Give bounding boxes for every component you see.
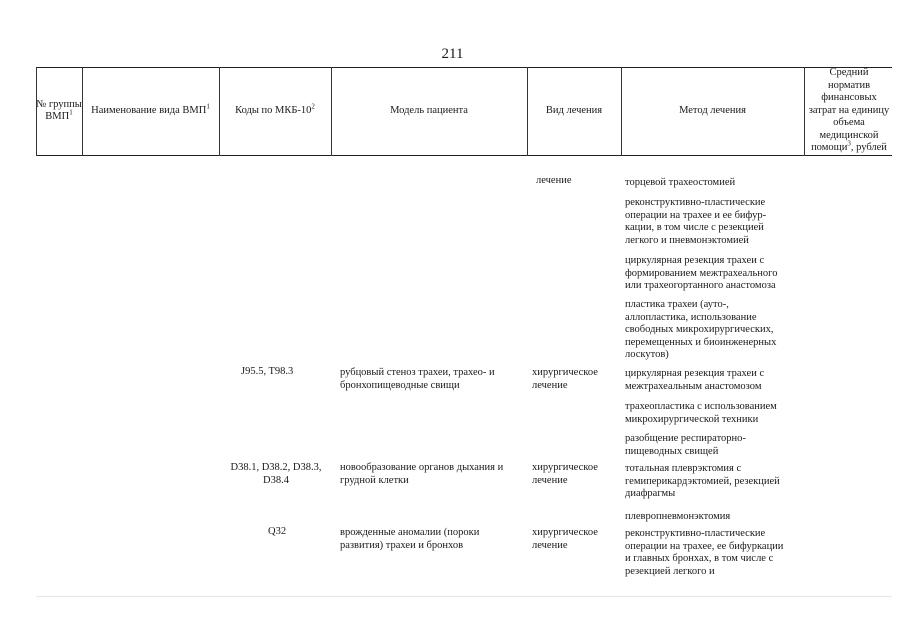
treatment-method-cell: пластика трахеи (ауто-, аллопластика, использование свободных микрохирургических, перемещенных и биоинженерных лоскутов) <box>625 299 777 360</box>
treatment-type-cell: хирургическое лечение <box>532 462 598 486</box>
treatment-method-cell: реконструктивно-пластические операции на трахее, ее бифуркации и главных бронхах, в том числе с резекцией легкого и <box>625 528 784 577</box>
icd-code-cell: D38.1, D38.2, D38.3, D38.4 <box>230 462 322 486</box>
header-group-no: № группы ВМП$^1$ <box>36 98 82 122</box>
patient-model-cell: врожденные аномалии (пороки развития) трахеи и бронхов <box>340 527 480 551</box>
treatment-method-cell: циркулярная резекция трахеи с межтрахеальным анастомозом <box>625 368 765 392</box>
icd-code-cell: J95.5, T98.3 <box>241 366 294 377</box>
header-patient-model: Модель пациента <box>390 104 468 116</box>
header-treatment-type: Вид лечения <box>545 104 603 116</box>
patient-model-cell: новообразование органов дыхания и грудной клетки <box>340 462 504 486</box>
patient-model-cell: рубцовый стеноз трахеи, трахео- и бронхопищеводные свищи <box>340 367 495 391</box>
treatment-method-cell: торцевой трахеостомией <box>625 177 736 188</box>
treatment-method-cell: тотальная плеврэктомия с гемиперикардэктомией, резекцией диафрагмы <box>625 463 780 499</box>
header-bottom-rule <box>36 155 892 156</box>
treatment-method-cell: циркулярная резекция трахеи с формированием межтрахеального или трахеогортанного анастомоза <box>625 255 778 291</box>
page-number: 211 <box>441 46 464 62</box>
header-vmp-name: Наименование вида ВМП$^1$ <box>91 102 210 116</box>
treatment-type-cell: хирургическое лечение <box>532 367 598 391</box>
header-treatment-method: Метод лечения <box>679 104 746 116</box>
column-divider <box>804 67 805 156</box>
treatment-type-cell: хирургическое лечение <box>532 527 598 551</box>
header-icd-codes: Коды по МКБ-$10^2$ <box>235 102 315 116</box>
treatment-method-cell: реконструктивно-пластические операции на трахее и ее бифур-кации, в том числе с резекцией легкого и пневмонэктомией <box>625 197 767 246</box>
scan-artifact-line <box>36 596 892 597</box>
treatment-method-cell: плевропневмонэктомия <box>625 511 731 522</box>
icd-code-cell: Q32 <box>268 526 287 537</box>
header-average-cost: Средний норматив финансовых затрат на единицу объема медицинской помощи$^3$, рублей <box>808 67 890 154</box>
treatment-method-cell: разобщение респираторно-пищеводных свищей <box>625 433 746 457</box>
treatment-method-cell: трахеопластика с использованием микрохирургической техники <box>625 401 777 425</box>
treatment-type-cell: лечение <box>536 175 572 186</box>
